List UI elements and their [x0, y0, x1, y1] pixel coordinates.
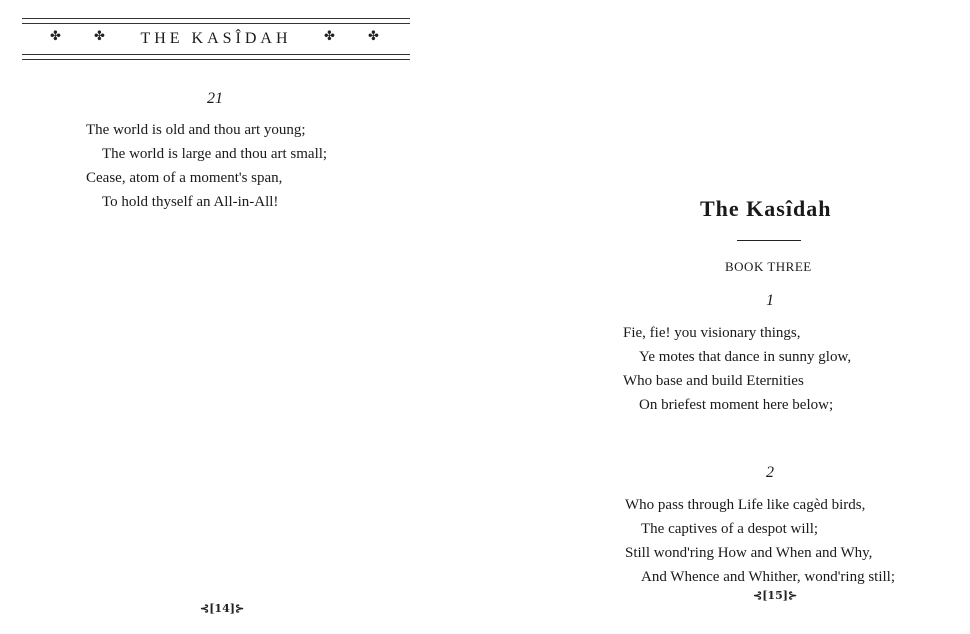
verse-line: Cease, atom of a moment's span, — [86, 170, 283, 186]
stanza-number: 2 — [766, 464, 774, 481]
running-header-title: THE KASÎDAH — [140, 30, 292, 47]
fleuron-icon: ✤ — [50, 29, 61, 44]
verse-line: Ye motes that dance in sunny glow, — [639, 349, 852, 365]
fleuron-icon: ✤ — [324, 29, 335, 44]
verse-line: The captives of a despot will; — [641, 521, 819, 537]
page-number: ⊰[14]⊱ — [200, 602, 245, 615]
folio-bracket-icon: ]⊱ — [782, 589, 798, 602]
verse-line: The world is large and thou art small; — [102, 146, 328, 162]
verse-line: The world is old and thou art young; — [86, 122, 306, 138]
page-number: ⊰[15]⊱ — [753, 589, 798, 602]
verse-line: Who base and build Eternities — [623, 373, 804, 389]
folio-bracket-icon: ]⊱ — [229, 602, 245, 615]
book-label: BOOK THREE — [725, 259, 812, 274]
verse-line: Still wond'ring How and When and Why, — [625, 545, 873, 561]
title-rule — [737, 240, 801, 241]
fleuron-icon: ✤ — [368, 29, 379, 44]
stanza — [623, 321, 851, 417]
verse-line: Fie, fie! you visionary things, — [623, 325, 801, 341]
running-header — [22, 18, 410, 60]
verse-line: And Whence and Whither, wond'ring still; — [641, 569, 895, 585]
stanza-number: 21 — [207, 90, 223, 107]
verse-line: On briefest moment here below; — [639, 397, 834, 413]
book-title: The Kasîdah — [700, 196, 832, 221]
stanza — [625, 493, 895, 589]
verse-line: To hold thyself an All-in-All! — [102, 194, 279, 210]
right-page — [485, 0, 970, 634]
stanza-number: 1 — [766, 292, 774, 309]
stanza — [86, 118, 327, 214]
folio-bracket-icon: ⊰[ — [200, 602, 215, 615]
verse-line: Who pass through Life like cagèd birds, — [625, 497, 866, 513]
fleuron-icon: ✤ — [94, 29, 105, 44]
header-bottom-rule — [22, 54, 410, 60]
folio-bracket-icon: ⊰[ — [753, 589, 768, 602]
